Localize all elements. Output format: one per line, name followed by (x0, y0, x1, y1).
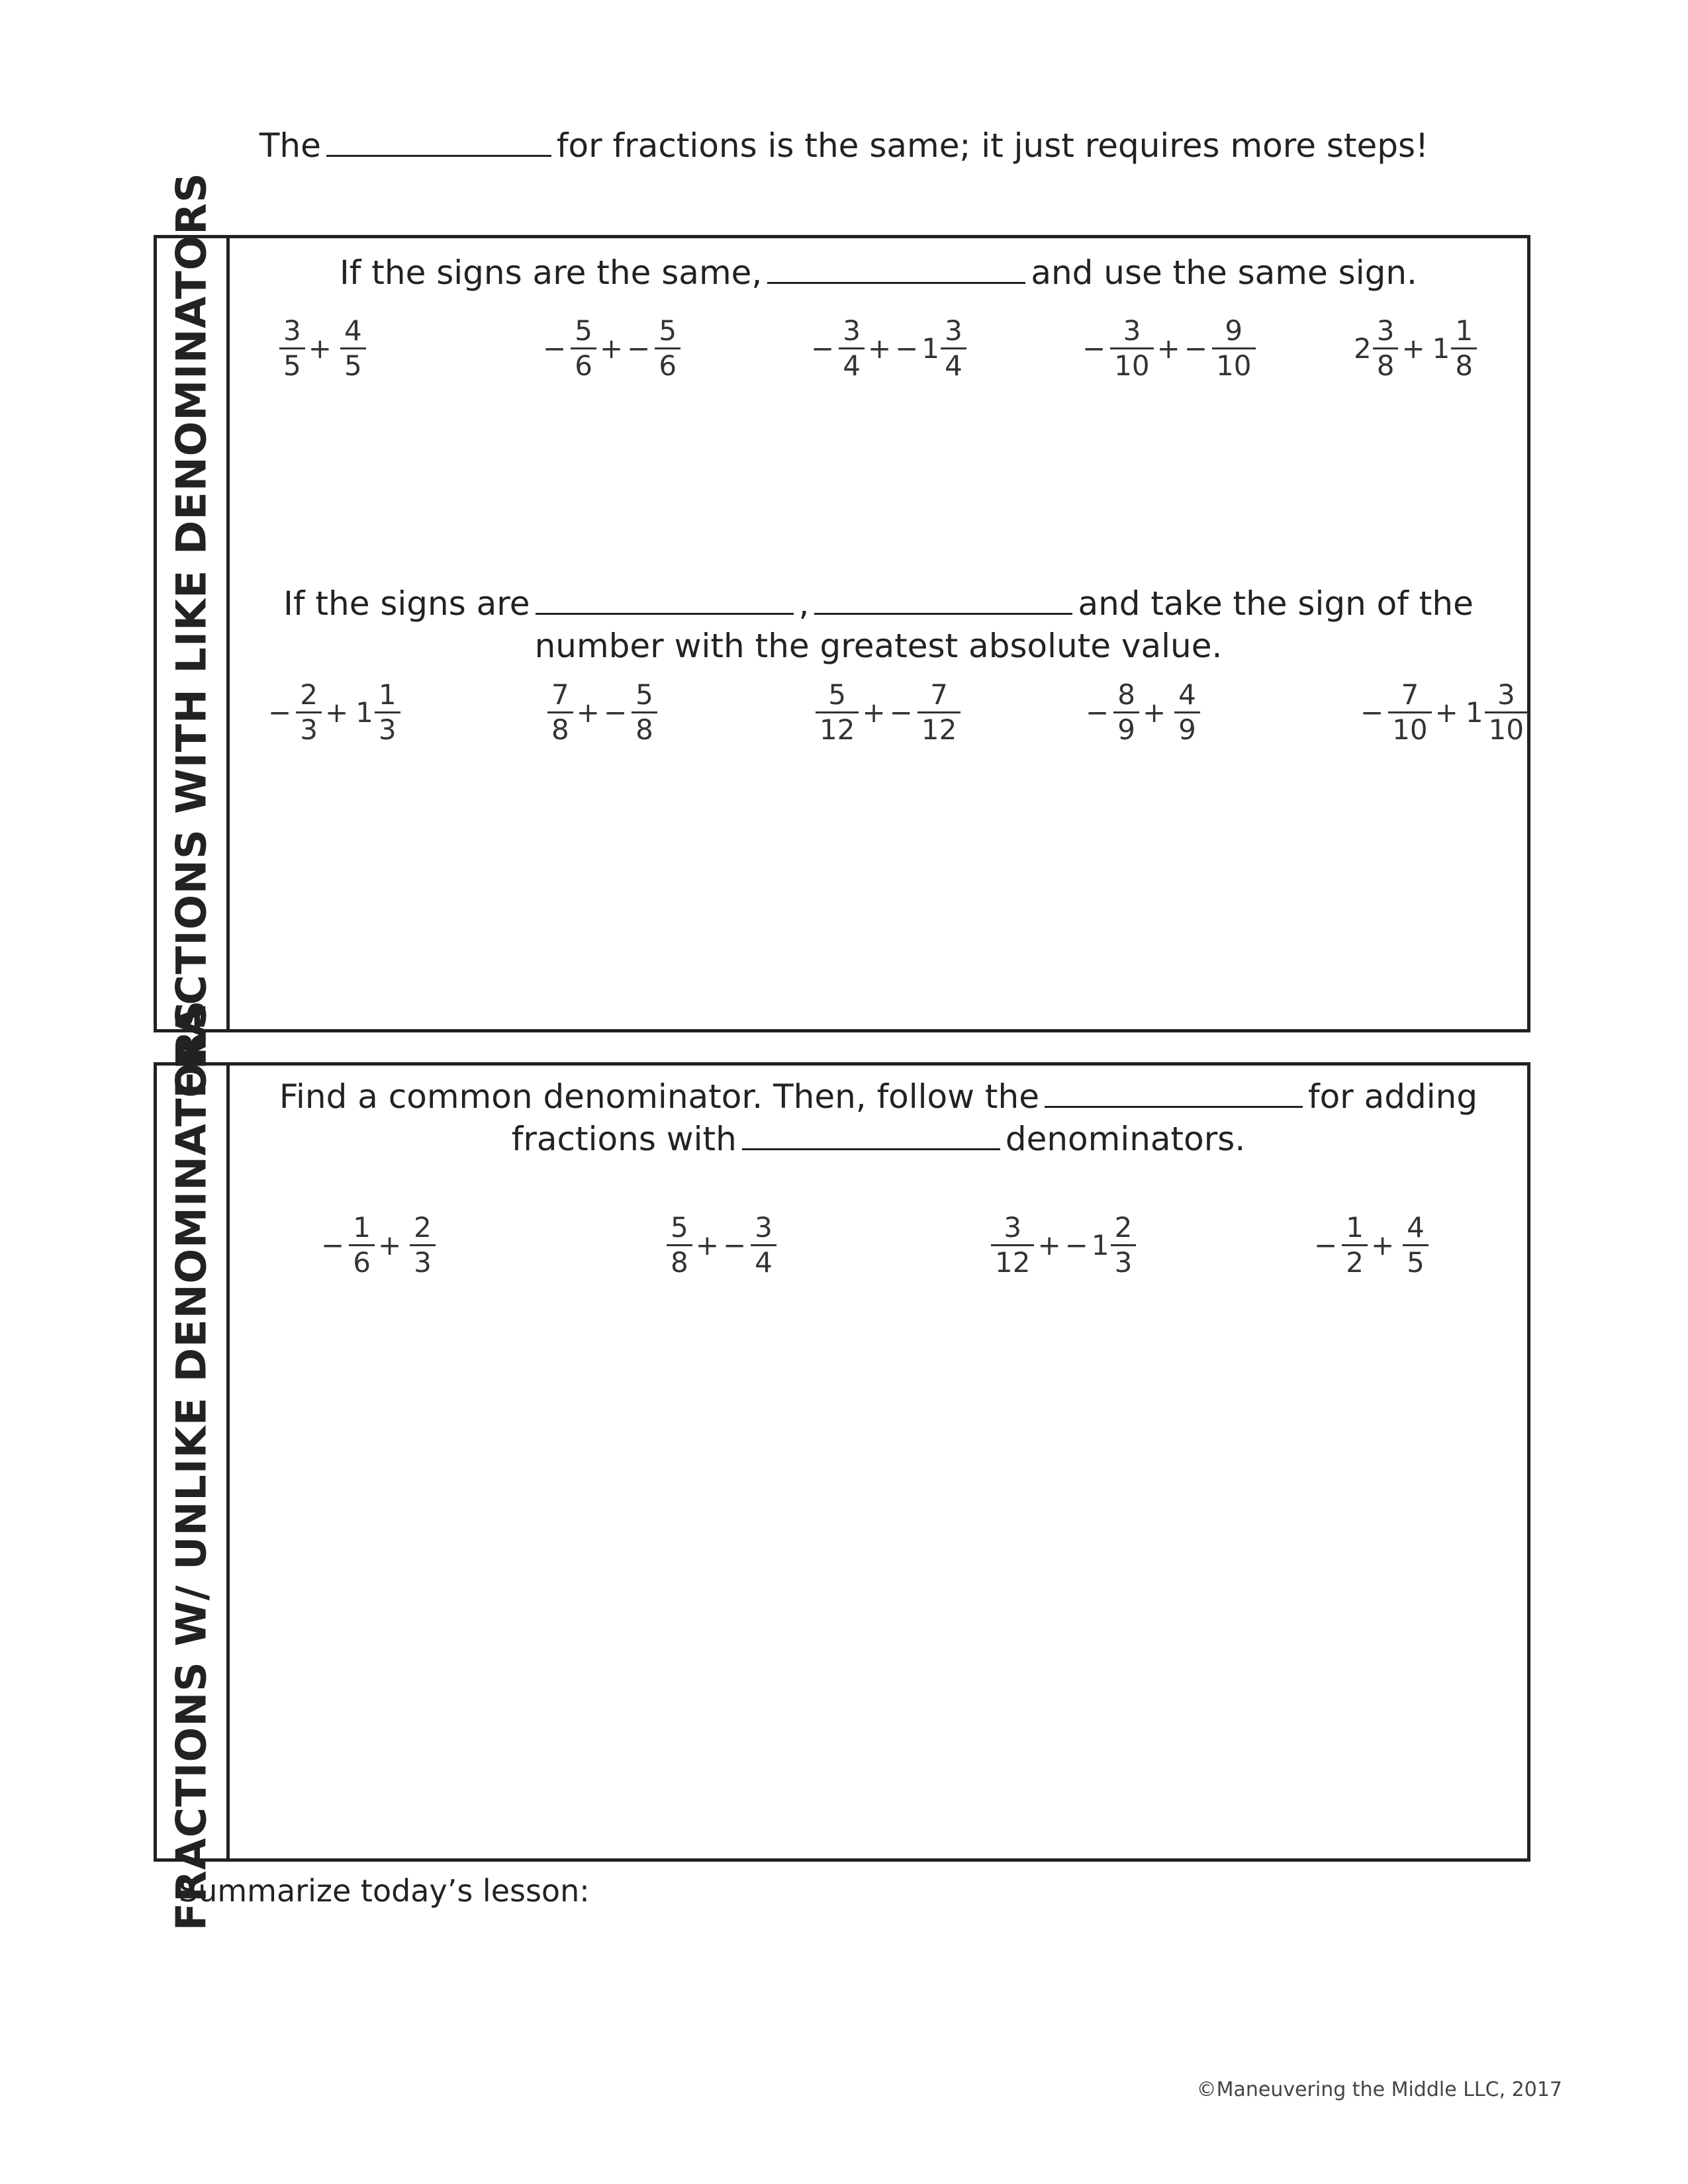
fraction (816, 678, 859, 747)
operator: + (867, 332, 892, 365)
denominator: 6 (575, 349, 592, 382)
operator: + (324, 696, 349, 729)
sign: − (268, 696, 292, 729)
numerator: 4 (1407, 1211, 1425, 1244)
denominator: 12 (995, 1246, 1031, 1279)
numerator: 7 (930, 678, 948, 711)
numerator: 5 (635, 678, 653, 711)
fraction-problem (1080, 314, 1257, 383)
whole-number: 2 (1354, 332, 1372, 365)
fraction (1451, 314, 1477, 383)
operator: + (1156, 332, 1180, 365)
fraction (667, 1211, 692, 1279)
fraction (296, 678, 322, 747)
same-sign-rule (226, 251, 1530, 294)
denominator: 12 (820, 713, 855, 746)
like-denominators-label: FRACTIONS WITH LIKE DENOMINATORS (167, 172, 216, 1099)
rule1-before: If the signs are the same, (340, 253, 763, 292)
fraction-problem (273, 314, 367, 383)
denominator: 9 (1178, 713, 1196, 746)
numerator: 3 (843, 314, 861, 347)
intro-blank[interactable] (326, 126, 551, 157)
intro-sentence (0, 126, 1688, 165)
numerator: 2 (414, 1211, 432, 1244)
whole-number: 1 (1091, 1229, 1109, 1261)
numerator: 1 (1455, 314, 1474, 347)
sign: − (1064, 1229, 1088, 1261)
numerator: 1 (1346, 1211, 1364, 1244)
fraction (839, 314, 865, 383)
numerator: 1 (378, 678, 397, 711)
rule2-blank-2[interactable] (814, 584, 1072, 615)
fraction (1485, 678, 1528, 747)
fraction (917, 678, 961, 747)
denominator: 3 (378, 713, 397, 746)
numerator: 7 (1401, 678, 1419, 711)
denominator: 8 (635, 713, 653, 746)
numerator: 3 (755, 1211, 773, 1244)
denominator: 9 (1117, 713, 1135, 746)
summary-label: Summarize today’s lesson: (179, 1873, 590, 1909)
fraction-problem (266, 678, 402, 747)
numerator: 3 (1123, 314, 1141, 347)
denominator: 3 (300, 713, 318, 746)
numerator: 9 (1225, 314, 1243, 347)
denominator: 4 (843, 349, 861, 382)
numerator: 1 (353, 1211, 371, 1244)
sign: − (1184, 332, 1208, 365)
common-denominator-rule (226, 1075, 1530, 1160)
denominator: 8 (1376, 349, 1395, 382)
denominator: 8 (671, 1246, 688, 1279)
rule2-blank-1[interactable] (536, 584, 794, 615)
fraction (991, 1211, 1034, 1279)
numerator: 2 (1114, 1211, 1133, 1244)
rule3-blank-2[interactable] (742, 1119, 1000, 1150)
unlike-denominators-label: FRACTIONS W/ UNLIKE DENOMINATORS (167, 999, 216, 1931)
denominator: 4 (945, 349, 962, 382)
fraction (632, 678, 657, 747)
rule2-after: and take the sign of the (1078, 584, 1474, 623)
intro-before: The (259, 126, 321, 165)
fraction (1212, 314, 1255, 383)
rule2-before: If the signs are (283, 584, 530, 623)
fraction (279, 314, 305, 383)
denominator: 8 (1455, 349, 1474, 382)
denominator: 8 (551, 713, 569, 746)
denominator: 5 (344, 349, 362, 382)
operator: + (377, 1229, 402, 1261)
sign: − (603, 696, 628, 729)
rule3-before: Find a common denominator. Then, follow the (279, 1077, 1039, 1116)
numerator: 5 (659, 314, 677, 347)
operator: + (862, 696, 886, 729)
rule3-line2-after: denominators. (1005, 1120, 1246, 1158)
rule3-after: for adding (1307, 1077, 1478, 1116)
numerator: 5 (828, 678, 847, 711)
fraction (571, 314, 596, 383)
sign: − (1086, 696, 1109, 729)
different-sign-rule (226, 582, 1530, 667)
denominator: 10 (1392, 713, 1428, 746)
fraction (340, 314, 366, 383)
fraction-problem (541, 678, 659, 747)
operator: + (1434, 696, 1458, 729)
denominator: 3 (1114, 1246, 1133, 1279)
operator: + (1370, 1229, 1395, 1261)
fraction (410, 1211, 436, 1279)
fraction (349, 1211, 375, 1279)
rule3-blank-1[interactable] (1045, 1077, 1303, 1108)
fraction (1111, 1211, 1137, 1279)
fraction-problem (660, 1211, 778, 1279)
denominator: 2 (1346, 1246, 1364, 1279)
fraction (547, 678, 573, 747)
fraction-problem (1358, 678, 1529, 747)
rule1-after: and use the same sign. (1031, 253, 1417, 292)
numerator: 2 (300, 678, 318, 711)
denominator: 3 (414, 1246, 432, 1279)
rule2-comma: , (798, 584, 810, 623)
numerator: 8 (1117, 678, 1135, 711)
rule1-blank[interactable] (767, 253, 1025, 284)
numerator: 5 (575, 314, 592, 347)
numerator: 5 (671, 1211, 688, 1244)
fraction (751, 1211, 776, 1279)
denominator: 5 (1407, 1246, 1425, 1279)
rule3-line2-before: fractions with (511, 1120, 737, 1158)
fraction-problem (984, 1211, 1137, 1279)
fraction (941, 314, 966, 383)
denominator: 6 (659, 349, 677, 382)
numerator: 3 (945, 314, 962, 347)
denominator: 10 (1216, 349, 1252, 382)
denominator: 10 (1114, 349, 1150, 382)
whole-number: 1 (355, 696, 373, 729)
fraction (375, 678, 400, 747)
numerator: 3 (1376, 314, 1395, 347)
operator: + (695, 1229, 719, 1261)
whole-number: 1 (1465, 696, 1483, 729)
sign: − (543, 332, 567, 365)
sign: − (321, 1229, 345, 1261)
operator: + (1401, 332, 1425, 365)
rule2-line2: number with the greatest absolute value. (534, 627, 1223, 665)
sign: − (889, 696, 913, 729)
operator: + (599, 332, 624, 365)
denominator: 5 (283, 349, 301, 382)
fraction (1174, 678, 1200, 747)
fraction (655, 314, 680, 383)
fraction-problem (1084, 678, 1201, 747)
fraction-problem (541, 314, 682, 383)
denominator: 12 (921, 713, 957, 746)
sign: − (1360, 696, 1384, 729)
fraction-problem (809, 314, 968, 383)
denominator: 6 (353, 1246, 371, 1279)
fraction (1110, 314, 1153, 383)
operator: + (308, 332, 332, 365)
numerator: 7 (551, 678, 569, 711)
fraction (1342, 1211, 1368, 1279)
operator: + (1142, 696, 1166, 729)
operator: + (1037, 1229, 1061, 1261)
fraction-problem (809, 678, 962, 747)
fraction-problem (319, 1211, 437, 1279)
fraction-problem (1312, 1211, 1430, 1279)
whole-number: 1 (1432, 332, 1450, 365)
sign: − (1082, 332, 1106, 365)
operator: + (576, 696, 600, 729)
sign: − (895, 332, 919, 365)
whole-number: 1 (921, 332, 940, 365)
numerator: 4 (1178, 678, 1196, 711)
denominator: 4 (755, 1246, 773, 1279)
sign: − (627, 332, 651, 365)
intro-after: for fractions is the same; it just requires more steps! (556, 126, 1429, 165)
fraction (1113, 678, 1139, 747)
numerator: 4 (344, 314, 362, 347)
sign: − (722, 1229, 747, 1261)
sign: − (1314, 1229, 1338, 1261)
numerator: 3 (283, 314, 301, 347)
fraction-problem (1348, 314, 1478, 383)
numerator: 3 (1497, 678, 1515, 711)
numerator: 3 (1004, 1211, 1022, 1244)
copyright: ©Maneuvering the Middle LLC, 2017 (1196, 2078, 1562, 2101)
fraction (1373, 314, 1399, 383)
denominator: 10 (1488, 713, 1524, 746)
fraction (1403, 1211, 1429, 1279)
sign: − (811, 332, 835, 365)
fraction (1388, 678, 1431, 747)
